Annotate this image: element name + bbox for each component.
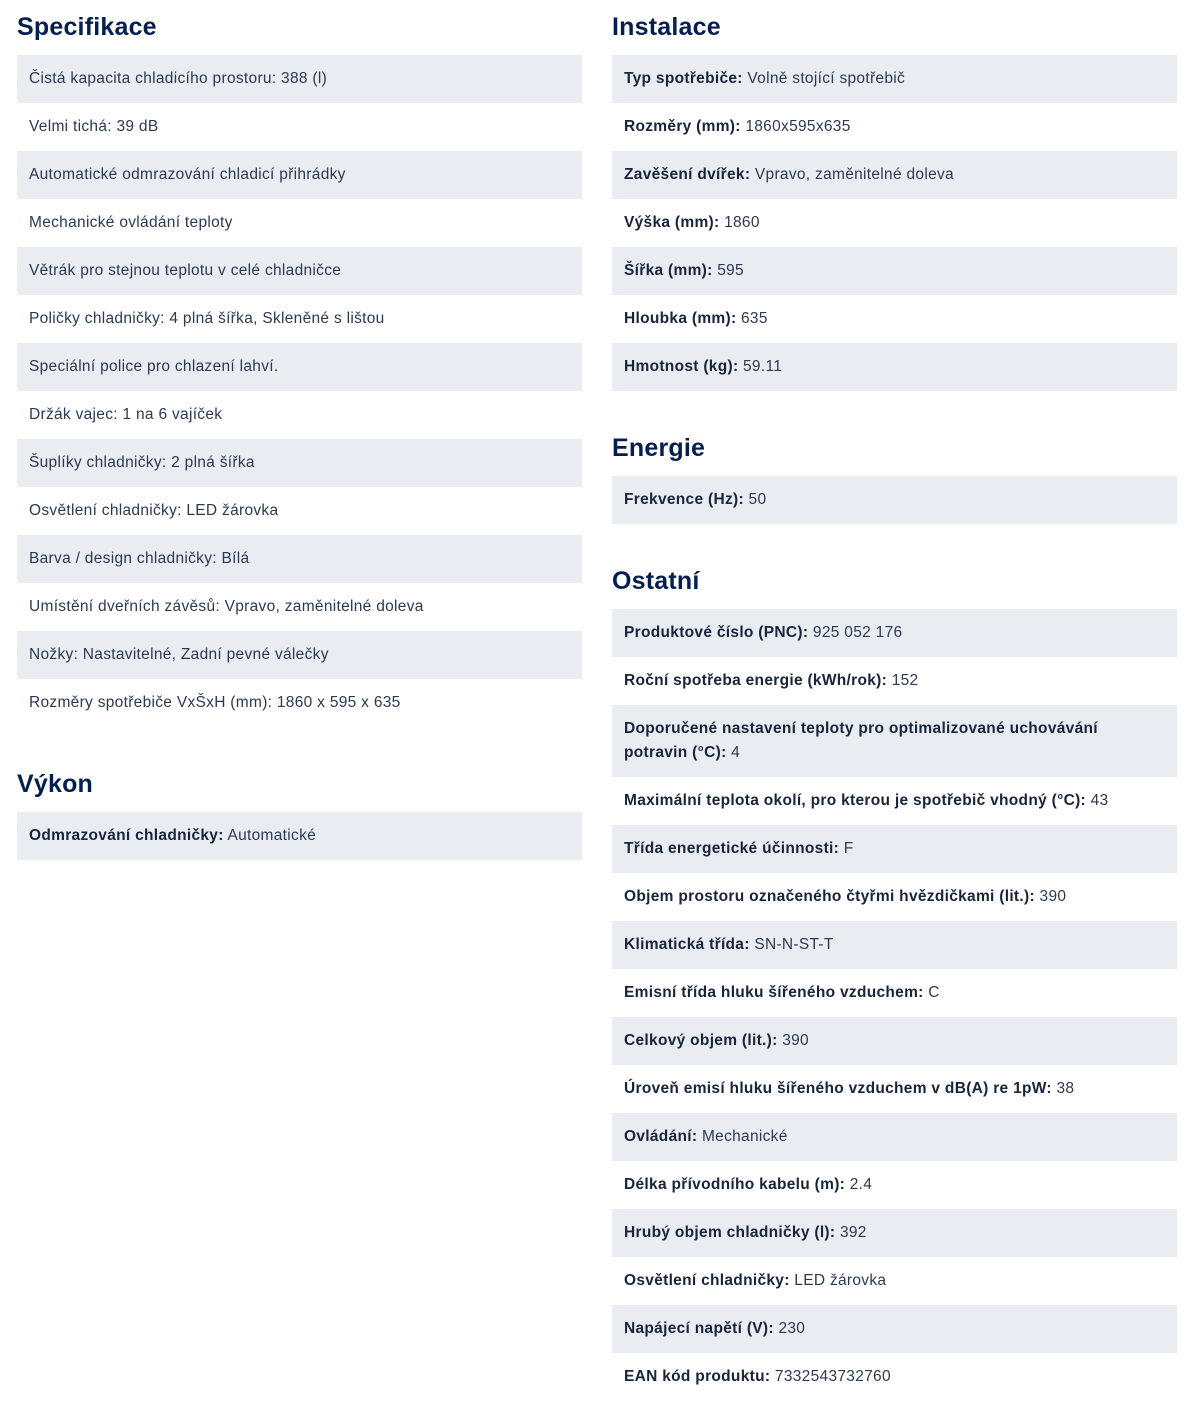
spec-label: Roční spotřeba energie (kWh/rok): xyxy=(624,672,888,689)
spec-value: Automatické xyxy=(227,827,317,844)
spec-label: Klimatická třída: xyxy=(624,936,750,953)
spec-row xyxy=(612,151,1177,199)
spec-label: Hmotnost (kg): xyxy=(624,358,739,375)
spec-row xyxy=(612,476,1177,524)
spec-label: Hrubý objem chladničky (l): xyxy=(624,1224,836,1241)
spec-row: Speciální police pro chlazení lahví. xyxy=(17,343,582,391)
spec-value: 390 xyxy=(782,1032,809,1049)
section-vykon xyxy=(17,757,582,860)
section-title: Specifikace xyxy=(17,13,157,41)
spec-label: Celkový objem (lit.): xyxy=(624,1032,778,1049)
spec-label: Šířka (mm): xyxy=(624,262,713,279)
spec-row: Čistá kapacita chladicího prostoru: 388 (l) xyxy=(17,55,582,103)
section-ostatni xyxy=(612,554,1177,1401)
spec-value: LED žárovka xyxy=(794,1272,887,1289)
spec-value: 7332543732760 xyxy=(774,1368,891,1385)
spec-row xyxy=(612,1305,1177,1353)
right-column xyxy=(612,0,1177,1401)
spec-label: Odmrazování chladničky: xyxy=(29,827,224,844)
spec-row: Barva / design chladničky: Bílá xyxy=(17,535,582,583)
spec-row xyxy=(612,1017,1177,1065)
spec-row xyxy=(612,1113,1177,1161)
spec-row xyxy=(612,825,1177,873)
spec-value: 925 052 176 xyxy=(812,624,903,641)
spec-row: Rozměry spotřebiče VxŠxH (mm): 1860 x 595 x 635 xyxy=(29,694,401,711)
spec-list xyxy=(612,476,1177,524)
spec-value: Vpravo, zaměnitelné doleva xyxy=(754,166,954,183)
spec-value: 230 xyxy=(778,1320,806,1337)
spec-list xyxy=(17,55,582,727)
spec-label: Hloubka (mm): xyxy=(624,310,737,327)
spec-label: Produktové číslo (PNC): xyxy=(624,624,809,641)
spec-list xyxy=(612,609,1177,1401)
spec-row: Držák vajec: 1 na 6 vajíček xyxy=(29,406,223,423)
spec-label: Typ spotřebiče: xyxy=(624,70,743,87)
spec-label: Doporučené nastavení teploty pro optimalizované uchovávání potravin (°C): xyxy=(624,720,1098,761)
spec-value: 43 xyxy=(1090,792,1109,809)
spec-row: Osvětlení chladničky: LED žárovka xyxy=(29,502,279,519)
spec-value: 595 xyxy=(717,262,744,279)
spec-row xyxy=(612,777,1177,825)
spec-row xyxy=(612,921,1177,969)
spec-value: 390 xyxy=(1039,888,1067,905)
spec-label: Ovládání: xyxy=(624,1128,698,1145)
spec-label: EAN kód produktu: xyxy=(624,1368,771,1385)
spec-row xyxy=(612,657,1177,705)
spec-row xyxy=(17,812,582,860)
spec-label: Maximální teplota okolí, pro kterou je spotřebič vhodný (°C): xyxy=(624,792,1086,809)
spec-row xyxy=(612,199,1177,247)
spec-row xyxy=(612,55,1177,103)
section-spacer xyxy=(612,391,1177,421)
spec-value: 1860x595x635 xyxy=(745,118,851,135)
spec-label: Napájecí napětí (V): xyxy=(624,1320,774,1337)
spec-label: Emisní třída hluku šířeného vzduchem: xyxy=(624,984,924,1001)
section-title: Ostatní xyxy=(612,567,700,595)
spec-value: 50 xyxy=(748,491,767,508)
spec-value: Volně stojící spotřebič xyxy=(747,70,906,87)
section-title: Energie xyxy=(612,434,706,462)
spec-row xyxy=(612,1161,1177,1209)
spec-row xyxy=(612,247,1177,295)
section-energie xyxy=(612,421,1177,524)
spec-row xyxy=(612,343,1177,391)
spec-value: C xyxy=(928,984,940,1001)
section-spacer xyxy=(612,524,1177,554)
spec-row: Mechanické ovládání teploty xyxy=(29,214,233,231)
spec-row xyxy=(612,609,1177,657)
spec-row xyxy=(612,969,1177,1017)
section-title: Výkon xyxy=(17,770,94,798)
spec-label: Úroveň emisí hluku šířeného vzduchem v dB(A) re 1pW: xyxy=(624,1080,1052,1097)
spec-row: Šuplíky chladničky: 2 plná šířka xyxy=(17,439,582,487)
spec-value: 2.4 xyxy=(849,1176,873,1193)
spec-value: SN-N-ST-T xyxy=(754,936,834,953)
section-specifikace xyxy=(17,0,582,727)
spec-list xyxy=(17,812,582,860)
spec-row xyxy=(612,1257,1177,1305)
spec-label: Rozměry (mm): xyxy=(624,118,741,135)
spec-value: F xyxy=(843,840,854,857)
spec-row xyxy=(612,1353,1177,1401)
spec-value: Mechanické xyxy=(701,1128,788,1145)
left-column xyxy=(17,0,582,860)
spec-label: Osvětlení chladničky: xyxy=(624,1272,790,1289)
spec-label: Délka přívodního kabelu (m): xyxy=(624,1176,846,1193)
spec-row: Poličky chladničky: 4 plná šířka, Skleněné s lištou xyxy=(29,310,385,327)
spec-value: 392 xyxy=(839,1224,867,1241)
spec-row xyxy=(612,103,1177,151)
spec-value: 1860 xyxy=(724,214,760,231)
spec-value: 635 xyxy=(741,310,768,327)
section-instalace xyxy=(612,0,1177,391)
spec-label: Objem prostoru označeného čtyřmi hvězdičkami (lit.): xyxy=(624,888,1035,905)
spec-label: Frekvence (Hz): xyxy=(624,491,744,508)
spec-row xyxy=(612,1065,1177,1113)
spec-row xyxy=(612,1209,1177,1257)
spec-value: 59.11 xyxy=(743,358,783,375)
spec-row xyxy=(612,295,1177,343)
section-spacer xyxy=(17,727,582,757)
spec-row: Umístění dveřních závěsů: Vpravo, zaměnitelné doleva xyxy=(29,598,424,615)
spec-value: 152 xyxy=(891,672,919,689)
spec-value: 38 xyxy=(1056,1080,1075,1097)
spec-row: Větrák pro stejnou teplotu v celé chladničce xyxy=(17,247,582,295)
spec-list xyxy=(612,55,1177,391)
spec-row: Velmi tichá: 39 dB xyxy=(29,118,159,135)
spec-row: Nožky: Nastavitelné, Zadní pevné válečky xyxy=(17,631,582,679)
spec-value: 4 xyxy=(731,744,741,761)
spec-label: Třída energetické účinnosti: xyxy=(624,840,840,857)
spec-row xyxy=(612,873,1177,921)
spec-label: Zavěšení dvířek: xyxy=(624,166,751,183)
section-title: Instalace xyxy=(612,13,721,41)
spec-row xyxy=(612,705,1177,777)
spec-label: Výška (mm): xyxy=(624,214,720,231)
spec-row: Automatické odmrazování chladicí přihrádky xyxy=(17,151,582,199)
